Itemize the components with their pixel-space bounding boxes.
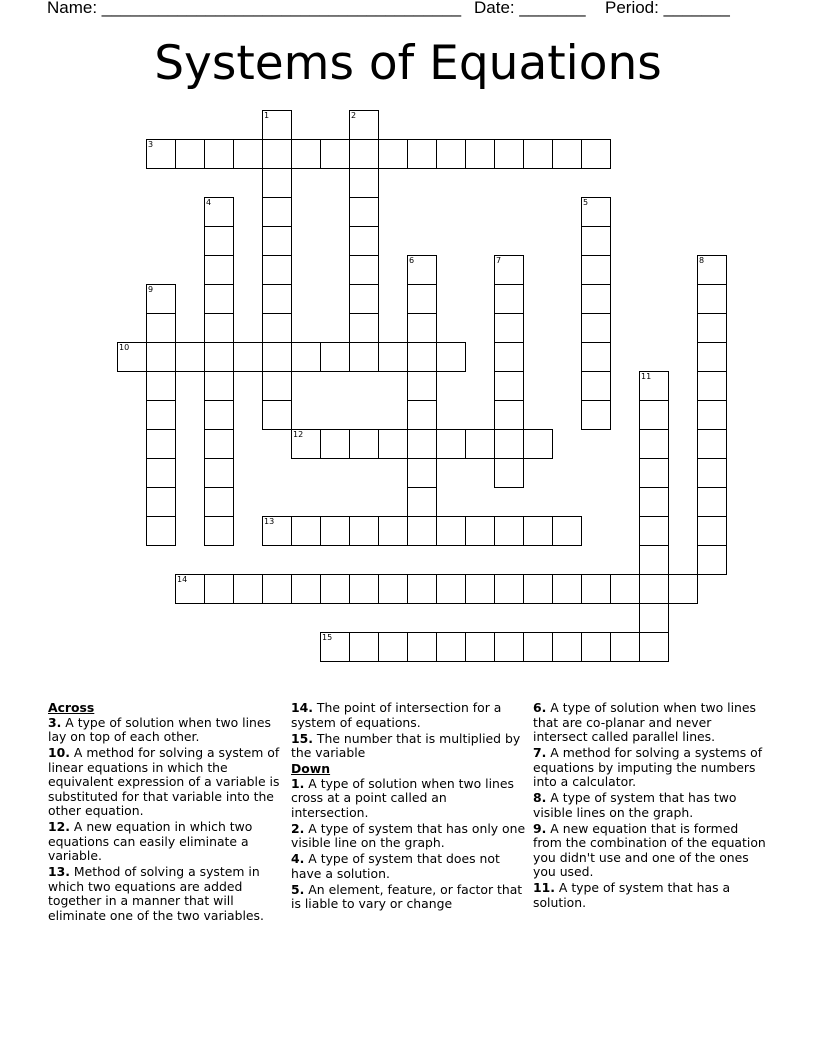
- grid-cell[interactable]: [349, 574, 379, 604]
- grid-cell[interactable]: [349, 429, 379, 459]
- grid-cell[interactable]: [262, 255, 292, 285]
- grid-cell[interactable]: [146, 342, 176, 372]
- clue-number: 6.: [533, 700, 547, 715]
- grid-cell[interactable]: [581, 400, 611, 430]
- grid-cell[interactable]: [378, 139, 408, 169]
- clue-text: A type of system that has two visible lines on the graph.: [533, 790, 737, 820]
- across-clue: [48, 820, 284, 864]
- grid-cell[interactable]: [523, 429, 553, 459]
- grid-cell[interactable]: [291, 342, 321, 372]
- clue-number-label: 3: [148, 140, 154, 149]
- clue-number-label: 5: [583, 198, 589, 207]
- grid-cell[interactable]: [552, 139, 582, 169]
- grid-cell[interactable]: [262, 371, 292, 401]
- down-clue: [533, 791, 769, 820]
- grid-cell[interactable]: [523, 632, 553, 662]
- grid-cell[interactable]: [378, 574, 408, 604]
- grid-cell[interactable]: [320, 139, 350, 169]
- grid-cell[interactable]: [465, 632, 495, 662]
- grid-cell[interactable]: [262, 110, 292, 140]
- grid-cell[interactable]: [697, 487, 727, 517]
- grid-cell[interactable]: [320, 429, 350, 459]
- grid-cell[interactable]: [697, 313, 727, 343]
- grid-cell[interactable]: [233, 574, 263, 604]
- grid-cell[interactable]: [494, 400, 524, 430]
- grid-cell[interactable]: [494, 342, 524, 372]
- grid-cell[interactable]: [494, 313, 524, 343]
- grid-cell[interactable]: [407, 255, 437, 285]
- down-clue: [291, 777, 527, 821]
- grid-cell[interactable]: [146, 284, 176, 314]
- down-clue: [533, 746, 769, 790]
- grid-cell[interactable]: [378, 516, 408, 546]
- grid-cell[interactable]: [204, 255, 234, 285]
- across-heading: Across: [48, 700, 95, 715]
- down-clue: [533, 881, 769, 910]
- grid-cell[interactable]: [581, 255, 611, 285]
- grid-cell[interactable]: [291, 139, 321, 169]
- grid-cell[interactable]: [639, 371, 669, 401]
- down-heading: Down: [291, 761, 331, 776]
- grid-cell[interactable]: [552, 516, 582, 546]
- clue-number: 10.: [48, 745, 70, 760]
- grid-cell[interactable]: [320, 342, 350, 372]
- grid-cell[interactable]: [581, 284, 611, 314]
- grid-cell[interactable]: [407, 458, 437, 488]
- grid-cell[interactable]: [494, 284, 524, 314]
- clue-number: 12.: [48, 819, 70, 834]
- grid-cell[interactable]: [262, 139, 292, 169]
- grid-cell[interactable]: [407, 313, 437, 343]
- grid-cell[interactable]: [407, 516, 437, 546]
- grid-cell[interactable]: [436, 632, 466, 662]
- clue-text: A method for solving a systems of equations by imputing the numbers into a calculator.: [533, 745, 763, 789]
- grid-cell[interactable]: [407, 284, 437, 314]
- grid-cell[interactable]: [407, 429, 437, 459]
- clue-number: 3.: [48, 714, 62, 730]
- clue-text: The point of intersection for a system of equations.: [291, 700, 502, 730]
- clue-number-label: 12: [293, 430, 304, 439]
- grid-cell[interactable]: [610, 574, 640, 604]
- clue-column-2: [291, 701, 527, 913]
- grid-cell[interactable]: [581, 313, 611, 343]
- grid-cell[interactable]: [581, 632, 611, 662]
- clue-number-label: 11: [641, 372, 652, 381]
- grid-cell[interactable]: [204, 139, 234, 169]
- grid-cell[interactable]: [639, 545, 669, 575]
- grid-cell[interactable]: [262, 226, 292, 256]
- grid-cell[interactable]: [639, 400, 669, 430]
- grid-cell[interactable]: [291, 574, 321, 604]
- grid-cell[interactable]: [146, 429, 176, 459]
- clue-text: An element, feature, or factor that is liable to vary or change: [291, 881, 523, 911]
- clue-number-label: 4: [206, 198, 212, 207]
- clue-number: 4.: [291, 851, 305, 866]
- grid-cell[interactable]: [349, 197, 379, 227]
- grid-cell[interactable]: [697, 516, 727, 546]
- grid-cell[interactable]: [697, 284, 727, 314]
- name-field[interactable]: Name: ______________________________________: [47, 0, 462, 17]
- clue-number-label: 10: [119, 343, 130, 352]
- grid-cell[interactable]: [407, 574, 437, 604]
- grid-cell[interactable]: [262, 168, 292, 198]
- clue-number-label: 14: [177, 575, 188, 584]
- grid-cell[interactable]: [407, 371, 437, 401]
- grid-cell[interactable]: [697, 255, 727, 285]
- grid-cell[interactable]: [523, 574, 553, 604]
- grid-cell[interactable]: [262, 197, 292, 227]
- grid-cell[interactable]: [494, 429, 524, 459]
- grid-cell[interactable]: [262, 284, 292, 314]
- clue-number: 7.: [533, 745, 547, 760]
- grid-cell[interactable]: [697, 400, 727, 430]
- grid-cell[interactable]: [262, 313, 292, 343]
- grid-cell[interactable]: [349, 516, 379, 546]
- grid-cell[interactable]: [523, 139, 553, 169]
- grid-cell[interactable]: [349, 632, 379, 662]
- grid-cell[interactable]: [465, 574, 495, 604]
- grid-cell[interactable]: [378, 429, 408, 459]
- clue-text: A type of solution when two lines that are co-planar and never intersect called parallel lines.: [533, 700, 756, 744]
- grid-cell[interactable]: [465, 139, 495, 169]
- grid-cell[interactable]: [146, 487, 176, 517]
- grid-cell[interactable]: [581, 226, 611, 256]
- grid-cell[interactable]: [204, 400, 234, 430]
- clue-number: 1.: [291, 775, 305, 791]
- clue-number: 9.: [533, 820, 547, 836]
- grid-cell[interactable]: [204, 371, 234, 401]
- down-clue: [291, 852, 527, 881]
- grid-cell[interactable]: [697, 342, 727, 372]
- grid-cell[interactable]: [639, 487, 669, 517]
- down-clue: [533, 822, 769, 880]
- grid-cell[interactable]: [494, 632, 524, 662]
- clue-number-label: 2: [351, 111, 357, 120]
- clue-text: A type of solution when two lines cross at a point called an intersection.: [291, 775, 514, 820]
- grid-cell[interactable]: [146, 516, 176, 546]
- clue-text: A new equation in which two equations can easily eliminate a variable.: [48, 819, 253, 863]
- clue-number: 14.: [291, 700, 313, 715]
- grid-cell[interactable]: [581, 342, 611, 372]
- grid-cell[interactable]: [146, 139, 176, 169]
- grid-cell[interactable]: [349, 342, 379, 372]
- grid-cell[interactable]: [378, 342, 408, 372]
- grid-cell[interactable]: [697, 371, 727, 401]
- grid-cell[interactable]: [639, 574, 669, 604]
- page-title: Systems of Equations: [154, 36, 662, 91]
- grid-cell[interactable]: [146, 371, 176, 401]
- grid-cell[interactable]: [610, 632, 640, 662]
- grid-cell[interactable]: [494, 458, 524, 488]
- grid-cell[interactable]: [552, 632, 582, 662]
- clue-text: A type of system that has only one visible line on the graph.: [291, 820, 526, 850]
- date-field[interactable]: Date: _______: [474, 0, 586, 17]
- grid-cell[interactable]: [407, 139, 437, 169]
- clue-number-label: 15: [322, 633, 333, 642]
- across-clue: [48, 716, 284, 745]
- grid-cell[interactable]: [378, 632, 408, 662]
- grid-cell[interactable]: [175, 574, 205, 604]
- grid-cell[interactable]: [668, 574, 698, 604]
- grid-cell[interactable]: [552, 574, 582, 604]
- grid-cell[interactable]: [175, 139, 205, 169]
- clue-number-label: 13: [264, 517, 275, 526]
- grid-cell[interactable]: [494, 255, 524, 285]
- clue-number-label: 9: [148, 285, 154, 294]
- grid-cell[interactable]: [465, 516, 495, 546]
- grid-cell[interactable]: [262, 516, 292, 546]
- clue-number: 13.: [48, 864, 70, 879]
- grid-cell[interactable]: [204, 284, 234, 314]
- clue-column-3: [533, 701, 769, 912]
- grid-cell[interactable]: [146, 458, 176, 488]
- across-clue: [291, 701, 527, 730]
- grid-cell[interactable]: [146, 313, 176, 343]
- grid-cell[interactable]: [204, 197, 234, 227]
- grid-cell[interactable]: [146, 400, 176, 430]
- down-clue: [291, 822, 527, 851]
- grid-cell[interactable]: [494, 371, 524, 401]
- clue-number-label: 8: [699, 256, 705, 265]
- grid-cell[interactable]: [204, 574, 234, 604]
- grid-cell[interactable]: [204, 342, 234, 372]
- grid-cell[interactable]: [639, 603, 669, 633]
- grid-cell[interactable]: [697, 429, 727, 459]
- grid-cell[interactable]: [639, 458, 669, 488]
- grid-cell[interactable]: [204, 487, 234, 517]
- grid-cell[interactable]: [581, 197, 611, 227]
- grid-cell[interactable]: [697, 545, 727, 575]
- grid-cell[interactable]: [581, 371, 611, 401]
- grid-cell[interactable]: [523, 516, 553, 546]
- grid-cell[interactable]: [204, 458, 234, 488]
- grid-cell[interactable]: [204, 516, 234, 546]
- grid-cell[interactable]: [349, 168, 379, 198]
- clue-text: A method for solving a system of linear equations in which the equivalent expression of a variable is substituted for that variable into the other equation.: [48, 745, 280, 818]
- grid-cell[interactable]: [262, 574, 292, 604]
- clue-text: The number that is multiplied by the variable: [291, 730, 521, 760]
- grid-cell[interactable]: [407, 632, 437, 662]
- grid-cell[interactable]: [697, 458, 727, 488]
- grid-cell[interactable]: [407, 400, 437, 430]
- grid-cell[interactable]: [436, 574, 466, 604]
- grid-cell[interactable]: [291, 429, 321, 459]
- grid-cell[interactable]: [262, 400, 292, 430]
- grid-cell[interactable]: [581, 574, 611, 604]
- grid-cell[interactable]: [494, 574, 524, 604]
- clue-text: A type of solution when two lines lay on top of each other.: [48, 714, 271, 744]
- grid-cell[interactable]: [233, 342, 263, 372]
- clue-text: A type of system that does not have a solution.: [291, 851, 500, 881]
- grid-cell[interactable]: [262, 342, 292, 372]
- grid-cell[interactable]: [581, 139, 611, 169]
- grid-cell[interactable]: [465, 429, 495, 459]
- grid-cell[interactable]: [349, 284, 379, 314]
- grid-cell[interactable]: [436, 516, 466, 546]
- grid-cell[interactable]: [349, 110, 379, 140]
- grid-cell[interactable]: [204, 226, 234, 256]
- grid-cell[interactable]: [320, 516, 350, 546]
- down-clue: [533, 701, 769, 745]
- period-field[interactable]: Period: _______: [605, 0, 730, 17]
- grid-cell[interactable]: [407, 487, 437, 517]
- clue-number: 8.: [533, 790, 547, 805]
- grid-cell[interactable]: [320, 574, 350, 604]
- clue-text: A type of system that has a solution.: [533, 880, 731, 910]
- clue-number-label: 1: [264, 111, 270, 120]
- grid-cell[interactable]: [436, 139, 466, 169]
- across-clue: [48, 865, 284, 923]
- grid-cell[interactable]: [175, 342, 205, 372]
- grid-cell[interactable]: [320, 632, 350, 662]
- grid-cell[interactable]: [204, 429, 234, 459]
- grid-cell[interactable]: [436, 342, 466, 372]
- grid-cell[interactable]: [204, 313, 234, 343]
- clue-number: 15.: [291, 730, 313, 746]
- clue-number: 11.: [533, 880, 555, 895]
- grid-cell[interactable]: [291, 516, 321, 546]
- clue-number: 2.: [291, 820, 305, 836]
- grid-cell[interactable]: [639, 516, 669, 546]
- grid-cell[interactable]: [349, 255, 379, 285]
- clue-number: 5.: [291, 881, 305, 897]
- grid-cell[interactable]: [494, 139, 524, 169]
- grid-cell[interactable]: [349, 226, 379, 256]
- grid-cell[interactable]: [639, 429, 669, 459]
- down-clue: [291, 883, 527, 912]
- clue-column-1: [48, 701, 284, 925]
- across-clue: [291, 732, 527, 761]
- clue-text: A new equation that is formed from the combination of the equation you didn't use and one of the ones you used.: [533, 820, 766, 879]
- clue-number-label: 6: [409, 256, 415, 265]
- grid-cell[interactable]: [117, 342, 147, 372]
- clue-text: Method of solving a system in which two equations are added together in a manner that will eliminate one of the two variables.: [48, 864, 264, 923]
- across-clue: [48, 746, 284, 819]
- grid-cell[interactable]: [494, 516, 524, 546]
- clue-number-label: 7: [496, 256, 502, 265]
- grid-cell[interactable]: [436, 429, 466, 459]
- grid-cell[interactable]: [233, 139, 263, 169]
- grid-cell[interactable]: [407, 342, 437, 372]
- grid-cell[interactable]: [639, 632, 669, 662]
- grid-cell[interactable]: [349, 313, 379, 343]
- grid-cell[interactable]: [349, 139, 379, 169]
